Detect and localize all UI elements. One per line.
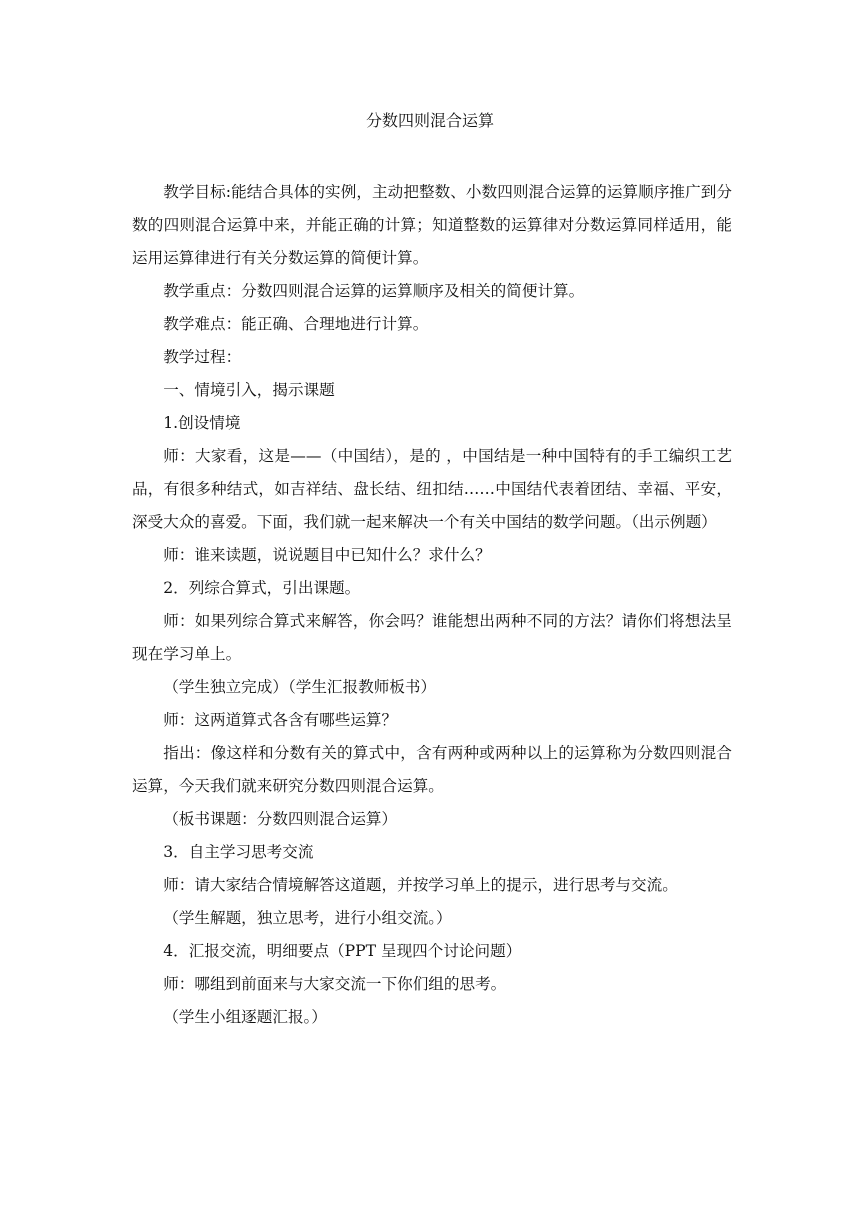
paragraph-students-complete: （学生独立完成）（学生汇报教师板书） bbox=[163, 678, 437, 696]
paragraph-teacher-which-group: 师：哪组到前面来与大家交流一下你们组的思考。 bbox=[163, 975, 507, 993]
paragraph-teacher-solve: 师：请大家结合情境解答这道题，并按学习单上的提示，进行思考与交流。 bbox=[163, 876, 678, 894]
document-body bbox=[132, 176, 732, 1034]
paragraph-definition: 指出：像这样和分数有关的算式中，含有两种或两种以上的运算称为分数四则混合运算，今天我们就来研究分数四则混合运算。 bbox=[132, 744, 732, 795]
paragraph-teacher-chinese-knot: 师：大家看，这是——（中国结），是的 ，中国结是一种中国特有的手工编织工艺品，有很多种结式，如吉祥结、盘长结、纽扣结……中国结代表着团结、幸福、平安，深受大众的喜爱。下面，我们就一起来解决一个有关中国结的数学问题。（出示例题） bbox=[132, 447, 732, 531]
paragraph-students-discuss: （学生解题，独立思考，进行小组交流。） bbox=[163, 909, 452, 927]
section-heading-intro: 一、情境引入，揭示课题 bbox=[163, 381, 335, 399]
step-heading-2: 2．列综合算式，引出课题。 bbox=[163, 579, 361, 597]
paragraph-process-heading: 教学过程： bbox=[163, 348, 242, 366]
paragraph-teacher-two-methods: 师：如果列综合算式来解答，你会吗？谁能想出两种不同的方法？请你们将想法呈现在学习单上。 bbox=[132, 612, 732, 663]
paragraph-board-title: （板书课题：分数四则混合运算） bbox=[163, 810, 398, 828]
paragraph-objectives: 教学目标:能结合具体的实例，主动把整数、小数四则混合运算的运算顺序推广到分数的四则混合运算中来，并能正确的计算；知道整数的运算律对分数运算同样适用，能运用运算律进行有关分数运算的简便计算。 bbox=[132, 183, 732, 267]
paragraph-teacher-read-question: 师：谁来读题，说说题目中已知什么？求什么？ bbox=[163, 546, 491, 564]
step-heading-3: 3．自主学习思考交流 bbox=[163, 843, 314, 861]
step-heading-4: 4．汇报交流，明细要点（PPT 呈现四个讨论问题） bbox=[163, 942, 522, 960]
document-title: 分数四则混合运算 bbox=[365, 111, 494, 130]
paragraph-students-report: （学生小组逐题汇报。） bbox=[163, 1008, 327, 1026]
step-heading-1: 1.创设情境 bbox=[163, 414, 241, 432]
paragraph-difficulty: 教学难点：能正确、合理地进行计算。 bbox=[163, 315, 429, 333]
paragraph-teacher-operations: 师：这两道算式各含有哪些运算？ bbox=[163, 711, 398, 729]
paragraph-key-point: 教学重点：分数四则混合运算的运算顺序及相关的简便计算。 bbox=[163, 282, 585, 300]
